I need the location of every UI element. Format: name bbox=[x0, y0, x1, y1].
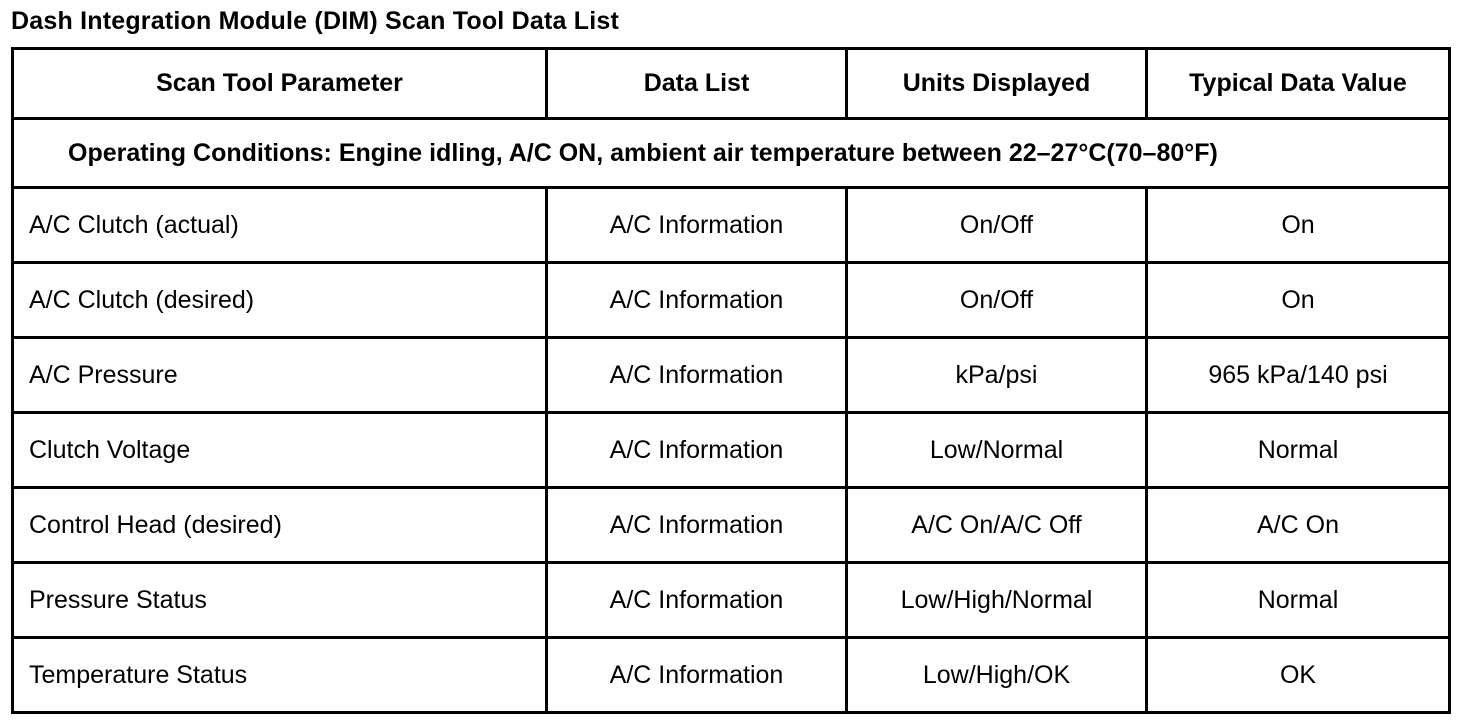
cell-typical-value: On bbox=[1147, 188, 1450, 263]
cell-data-list: A/C Information bbox=[547, 488, 847, 563]
column-header-units: Units Displayed bbox=[847, 49, 1147, 119]
cell-parameter: A/C Clutch (actual) bbox=[13, 188, 547, 263]
cell-parameter: Pressure Status bbox=[13, 563, 547, 638]
cell-typical-value: On bbox=[1147, 263, 1450, 338]
cell-typical-value: A/C On bbox=[1147, 488, 1450, 563]
operating-conditions: Operating Conditions: Engine idling, A/C ON, ambient air temperature between 22–27°C(70–80°F) bbox=[13, 119, 1450, 188]
cell-typical-value: 965 kPa/140 psi bbox=[1147, 338, 1450, 413]
cell-data-list: A/C Information bbox=[547, 263, 847, 338]
cell-units: Low/Normal bbox=[847, 413, 1147, 488]
cell-parameter: Clutch Voltage bbox=[13, 413, 547, 488]
cell-parameter: A/C Pressure bbox=[13, 338, 547, 413]
cell-units: Low/High/Normal bbox=[847, 563, 1147, 638]
table-row bbox=[13, 563, 1450, 638]
cell-parameter: Control Head (desired) bbox=[13, 488, 547, 563]
cell-data-list: A/C Information bbox=[547, 338, 847, 413]
operating-conditions-row bbox=[13, 119, 1450, 188]
column-header-typical-value: Typical Data Value bbox=[1147, 49, 1450, 119]
column-header-data-list: Data List bbox=[547, 49, 847, 119]
table-row bbox=[13, 488, 1450, 563]
cell-units: On/Off bbox=[847, 263, 1147, 338]
header-row bbox=[13, 49, 1450, 119]
table-row bbox=[13, 638, 1450, 713]
document-title: Dash Integration Module (DIM) Scan Tool Data List bbox=[11, 7, 619, 35]
cell-data-list: A/C Information bbox=[547, 188, 847, 263]
cell-parameter: Temperature Status bbox=[13, 638, 547, 713]
cell-data-list: A/C Information bbox=[547, 413, 847, 488]
cell-data-list: A/C Information bbox=[547, 563, 847, 638]
cell-typical-value: Normal bbox=[1147, 563, 1450, 638]
cell-units: A/C On/A/C Off bbox=[847, 488, 1147, 563]
table-row bbox=[13, 413, 1450, 488]
cell-typical-value: Normal bbox=[1147, 413, 1450, 488]
scan-tool-data-table bbox=[11, 47, 1451, 714]
cell-units: Low/High/OK bbox=[847, 638, 1147, 713]
cell-data-list: A/C Information bbox=[547, 638, 847, 713]
cell-typical-value: OK bbox=[1147, 638, 1450, 713]
table-row bbox=[13, 338, 1450, 413]
column-header-parameter: Scan Tool Parameter bbox=[13, 49, 547, 119]
table-row bbox=[13, 263, 1450, 338]
cell-units: On/Off bbox=[847, 188, 1147, 263]
table-row bbox=[13, 188, 1450, 263]
cell-units: kPa/psi bbox=[847, 338, 1147, 413]
cell-parameter: A/C Clutch (desired) bbox=[13, 263, 547, 338]
